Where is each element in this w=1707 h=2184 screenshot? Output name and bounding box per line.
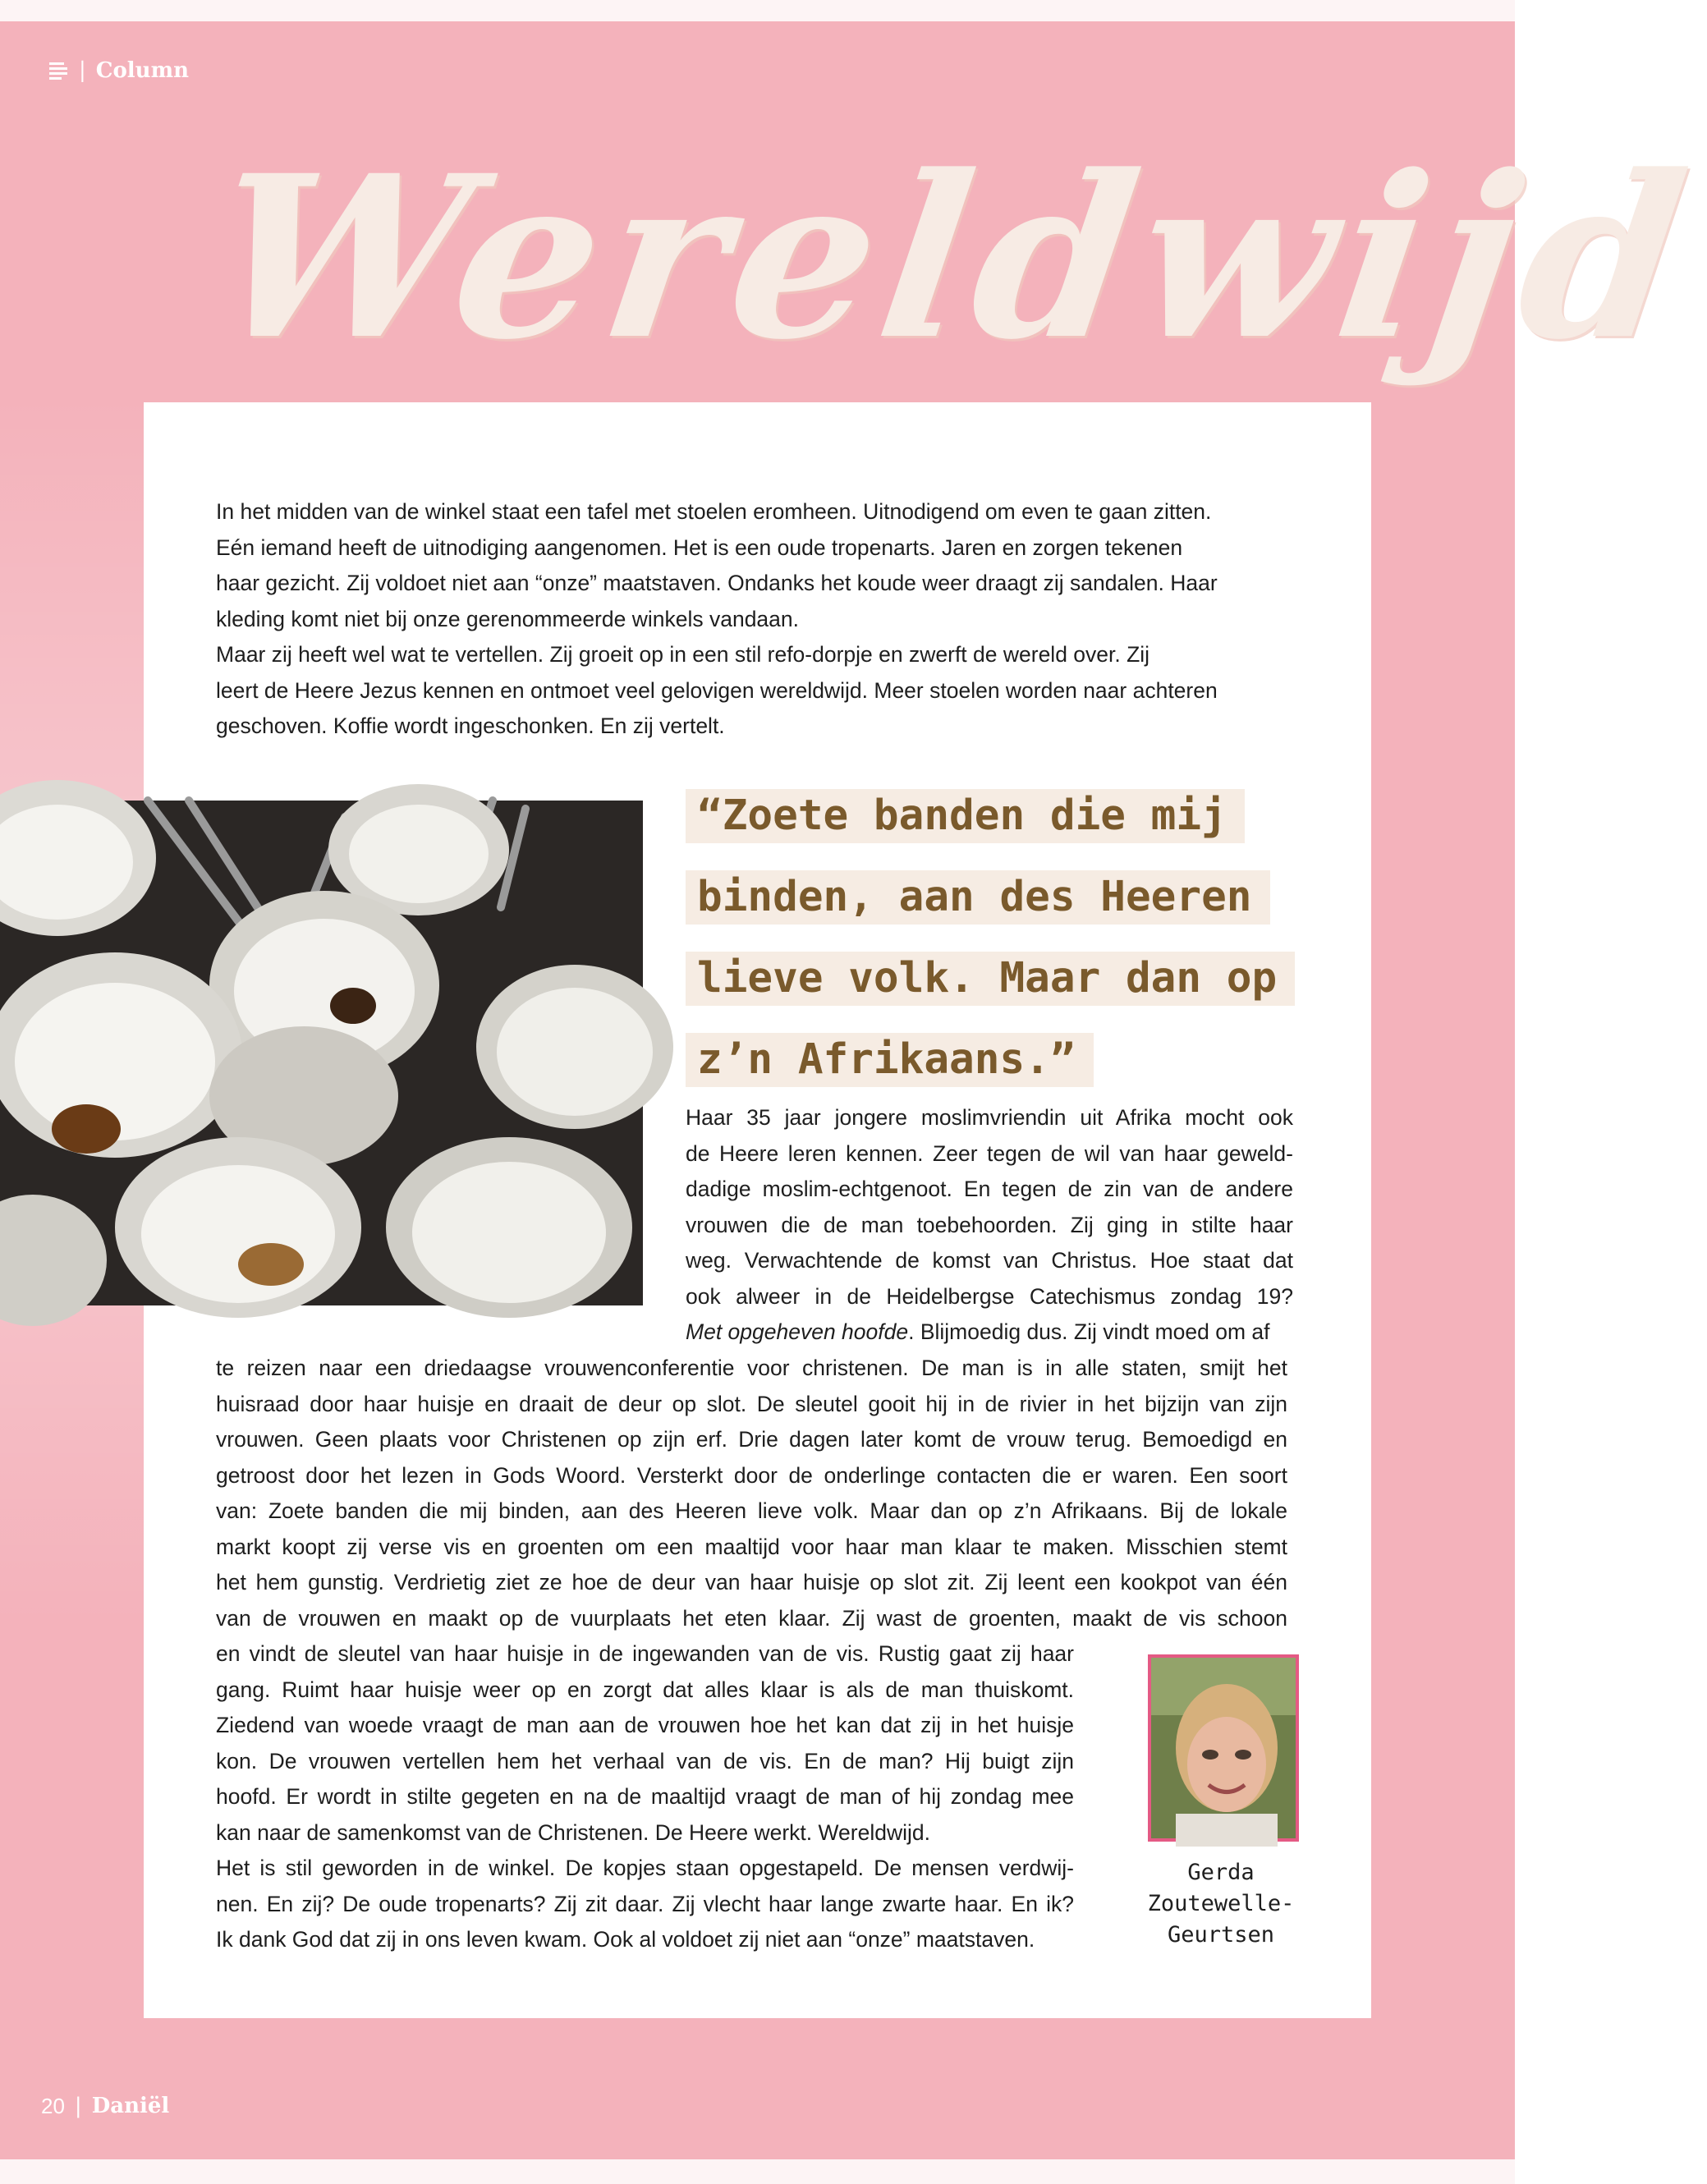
coffee-cups-photo (0, 801, 643, 1305)
intro-paragraph (216, 494, 1308, 745)
body-line: dadige moslim-echtgenoot. En tegen de zin van de andere (686, 1177, 1293, 1201)
body-line: gang. Ruimt haar huisje weer op en zorgt dat alles klaar is als de man thuiskomt. (216, 1677, 1074, 1702)
top-edge (0, 0, 1515, 21)
page-footer (41, 2091, 169, 2121)
lines-icon (49, 62, 69, 80)
body-line: vrouwen. Geen plaats voor Christenen op zijn erf. Drie dagen later komt de vrouw terug. Bemoedigd en (216, 1427, 1287, 1452)
author-name-line: Gerda (1187, 1860, 1255, 1885)
body-line: kan naar de samenkomst van de Christenen. De Heere werkt. Wereldwijd. (216, 1819, 930, 1845)
body-line: huisraad door haar huisje en draait de deur op slot. De sleutel gooit hij in de rivier in het bijzijn van zijn (216, 1391, 1287, 1416)
body-line: markt koopt zij verse vis en groenten om een maaltijd voor haar man klaar te maken. Misschien stemt (216, 1534, 1287, 1559)
pull-quote-line: lieve volk. Maar dan op (686, 952, 1295, 1006)
body-line: nen. En zij? De oude tropenarts? Zij zit daar. Zij vlecht haar lange zwarte haar. En ik? (216, 1891, 1074, 1916)
page-number: 20 (41, 2093, 65, 2118)
author-name-line: Zoutewelle- (1147, 1891, 1295, 1916)
section-name: Column (95, 58, 189, 83)
intro-line: haar gezicht. Zij voldoet niet aan “onze” maatstaven. Ondanks het koude weer draagt zij sandalen. Haar (216, 571, 1218, 595)
footer-separator: | (74, 2094, 82, 2118)
magazine-name: Daniël (91, 2094, 170, 2118)
intro-line: geschoven. Koffie wordt ingeschonken. En zij vertelt. (216, 713, 725, 738)
body-line: weg. Verwachtende de komst van Christus. Hoe staat dat (686, 1248, 1293, 1273)
body-line: en vindt de sleutel van haar huisje in de ingewanden van de vis. Rustig gaat zij haar (216, 1641, 1074, 1666)
pull-quote-line: “Zoete banden die mij (686, 789, 1245, 843)
intro-line: leert de Heere Jezus kennen en ontmoet veel gelovigen wereldwijd. Meer stoelen worden naar achteren (216, 677, 1218, 703)
body-line: Ik dank God dat zij in ons leven kwam. Ook al voldoet zij niet aan “onze” maatstaven. (216, 1927, 1035, 1952)
body-line (686, 1315, 1293, 1351)
italic-phrase: Met opgeheven hoofde (686, 1319, 909, 1344)
body-line: van de vrouwen en maakt op de vuurplaats het eten klaar. Zij wast de groenten, maakt de vis schoon (216, 1605, 1287, 1631)
right-column-paragraph (686, 1100, 1293, 1351)
intro-line: Eén iemand heeft de uitnodiging aangenomen. Het is een oude tropenarts. Jaren en zorgen tekenen (216, 535, 1183, 560)
intro-line: kleding komt niet bij onze gerenommeerde winkels vandaan. (216, 606, 800, 631)
intro-line: In het midden van de winkel staat een tafel met stoelen eromheen. Uitnodigend om even te gaan zitten. (216, 499, 1212, 524)
body-line: Haar 35 jaar jongere moslimvriendin uit Afrika mocht ook (686, 1105, 1293, 1130)
body-line: ook alweer in de Heidelbergse Catechismus zondag 19? (686, 1283, 1293, 1309)
section-separator: | (79, 58, 86, 83)
author-portrait (1148, 1654, 1299, 1842)
pull-quote (686, 780, 1278, 1105)
pull-quote-line: binden, aan des Heeren (686, 870, 1270, 925)
body-line-rest: . Blijmoedig dus. Zij vindt moed om af (908, 1319, 1270, 1344)
author-name (1127, 1857, 1315, 1951)
body-line: hoofd. Er wordt in stilte gegeten en na de maaltijd vraagt de man of hij zondag mee (216, 1784, 1074, 1809)
pull-quote-line: z’n Afrikaans.” (686, 1033, 1094, 1087)
body-line: getroost door het lezen in Gods Woord. Versterkt door de onderlinge contacten die er waren. Een soort (216, 1462, 1287, 1488)
body-line: kon. De vrouwen vertellen hem het verhaal van de vis. En de man? Hij buigt zijn (216, 1748, 1074, 1773)
page-title: Wereldwijd (198, 127, 1707, 389)
body-line: vrouwen die de man toebehoorden. Zij ging in stilte haar (686, 1212, 1293, 1237)
bottom-edge (0, 2159, 1515, 2184)
section-label (49, 54, 189, 87)
body-line: te reizen naar een driedaagse vrouwenconferentie voor christenen. De man is in alle staten, smijt het (216, 1356, 1287, 1380)
body-line: van: Zoete banden die mij binden, aan des Heeren lieve volk. Maar dan op z’n Afrikaans. Bij de lokale (216, 1498, 1287, 1523)
body-line: de Heere leren kennen. Zeer tegen de wil van haar geweld- (686, 1140, 1293, 1166)
body-line: Het is stil geworden in de winkel. De kopjes staan opgestapeld. De mensen verdwij- (216, 1856, 1074, 1880)
body-line: Ziedend van woede vraagt de man aan de vrouwen hoe het kan dat zij in het huisje (216, 1713, 1074, 1737)
intro-line: Maar zij heeft wel wat te vertellen. Zij groeit op in een stil refo-dorpje en zwerft de wereld over. Zij (216, 642, 1150, 667)
author-name-line: Geurtsen (1167, 1922, 1275, 1948)
body-line: het hem gunstig. Verdrietig ziet ze hoe de deur van haar huisje op slot zit. Zij leent een kookpot van één (216, 1570, 1287, 1594)
